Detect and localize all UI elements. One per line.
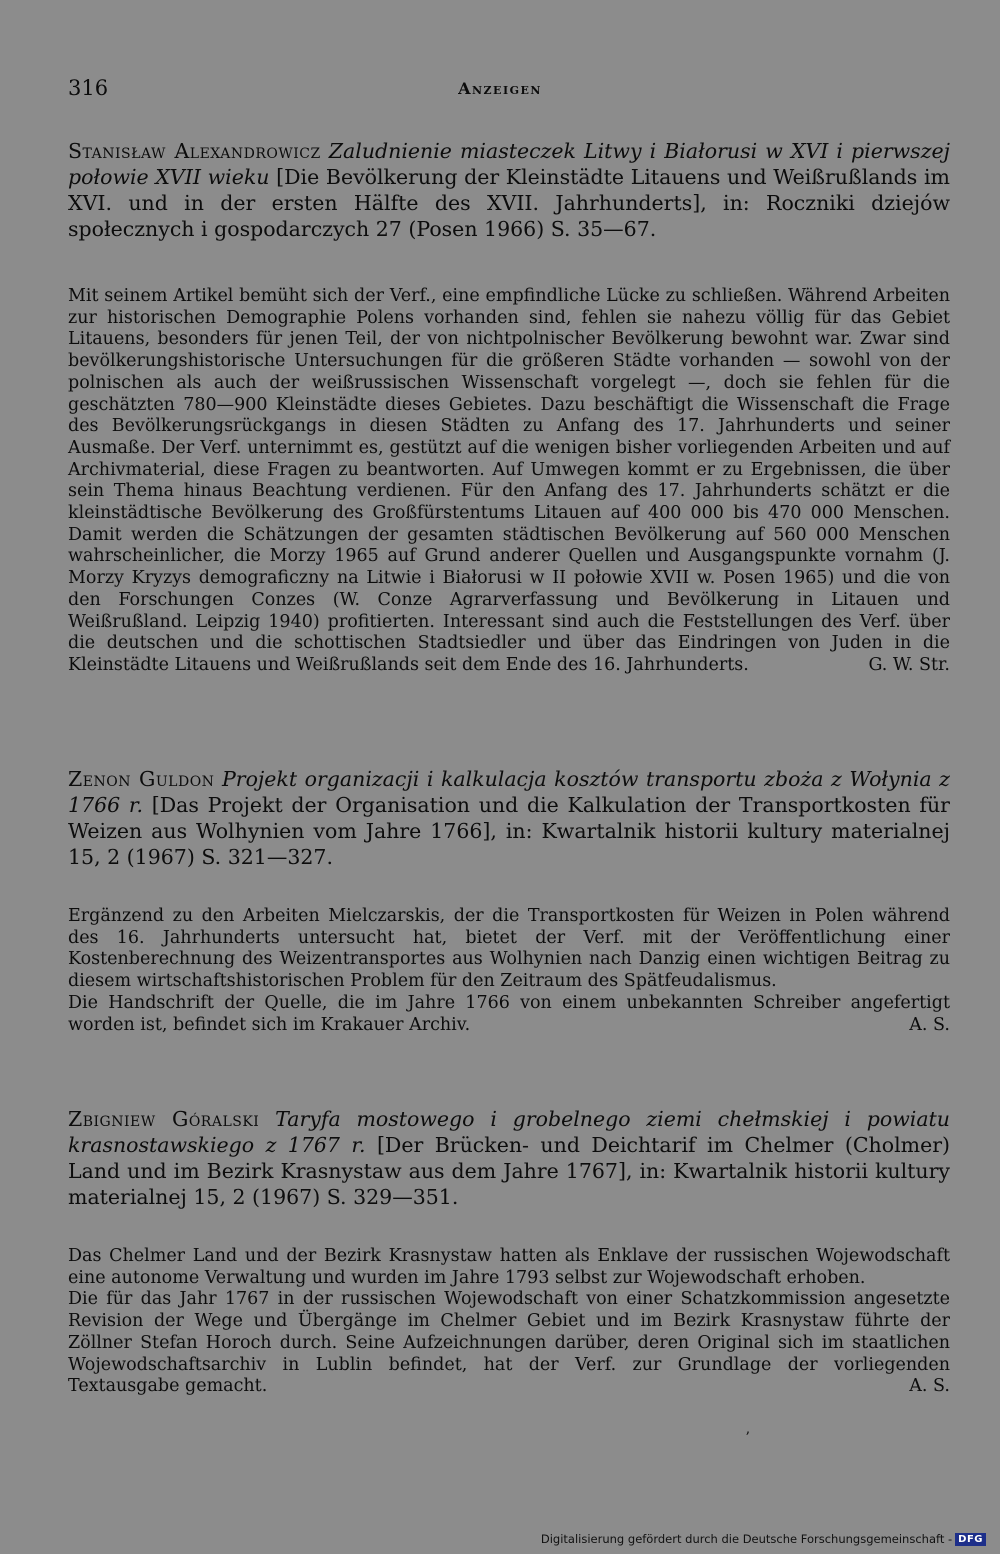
work-title: Taryfa mostowego i grobelnego ziemi chełmskiej i powiatu krasnostawskiego z 1767 r. <box>68 1107 950 1157</box>
review-text <box>68 286 950 677</box>
review-text <box>68 1246 950 1398</box>
citation <box>68 766 950 870</box>
work-title: Projekt organizacji i kalkulacja kosztów transportu zboża z Wołynia z 1766 r. <box>68 767 950 817</box>
author-name: Zenon Guldon <box>68 767 215 791</box>
work-title: Zaludnienie miasteczek Litwy i Białorusi w XVI i pierwszej połowie XVII wieku <box>68 139 950 189</box>
review-entry <box>68 1106 950 1397</box>
review-paragraph: Das Chelmer Land und der Bezirk Krasnystaw hatten als Enklave der russischen Wojewodschaft eine autonome Verwaltung und wurden im Jahre 1793 selbst zur Wojewodschaft erhoben. <box>68 1246 950 1288</box>
reviewer-signature: A. S. <box>909 1014 950 1035</box>
citation-details: [Die Bevölkerung der Kleinstädte Litauens und Weißrußlands im XVI. und in der ersten Hälfte des XVII. Jahrhunderts], in: Roczniki dziejów społecznych i gospodarczych 27 (Posen 1966) S. 35—67. <box>68 165 950 241</box>
digitization-footer <box>541 1532 986 1546</box>
review-paragraph: Mit seinem Artikel bemüht sich der Verf., eine empfindliche Lücke zu schließen. Während Arbeiten zur historischen Demographie Polens vorhanden sind, fehlen sie nahezu völlig für das Gebiet Litauens, besonders für jenen Teil, der von nichtpolnischer Bevölkerung bewohnt war. Zwar sind bevölkerungshistorische Untersuchungen für die größeren Städte vorhanden — sowohl von der polnischen als auch der weißrussischen Wissenschaft vorgelegt —, doch sie fehlen für die geschätzten 780—900 Kleinstädte dieses Gebietes. Dazu beschäftigt die Wissenschaft die Frage des Bevölkerungsrückgangs in diesen Städten zu Anfang des 17. Jahrhunderts und seiner Ausmaße. Der Verf. unternimmt es, gestützt auf die wenigen bisher vorliegenden Arbeiten und auf Archivmaterial, diese Fragen zu beantworten. Auf Umwegen kommt er zu Ergebnissen, die über sein Thema hinaus Beachtung verdienen. Für den Anfang des 17. Jahrhunderts schätzt er die kleinstädtische Bevölkerung des Großfürstentums Litauen auf 400 000 bis 470 000 Menschen. Damit werden die Schätzungen der gesamten städtischen Bevölkerung auf 560 000 Menschen wahrscheinlicher, die Morzy 1965 auf Grund anderer Quellen und Ausgangspunkte vornahm (J. Morzy Kryzys demograficzny na Litwie i Białorusi w II połowie XVII w. Posen 1965) und die von den Forschungen Conzes (W. Conze Agrarverfassung und Bevölkerung in Litauen und Weißrußland. Leipzig 1940) profitierten. Interessant sind auch die Feststellungen des Verf. über die deutschen und die schottischen Stadtsiedler und über das Eindringen von Juden in die Kleinstädte Litauens und Weißrußlands seit dem Ende des 16. Jahrhunderts. G. W. Str. <box>68 286 950 675</box>
review-entry <box>68 766 950 1035</box>
review-paragraph: Ergänzend zu den Arbeiten Mielczarskis, der die Transportkosten für Weizen in Polen während des 16. Jahrhunderts untersucht hat, bietet der Verf. mit der Veröffentlichung einer Kostenberechnung des Weizentransportes aus Wolhynien nach Danzig einen wichtigen Beitrag zu diesem wirtschaftshistorischen Problem für den Zeitraum des Spätfeudalismus. <box>68 906 950 992</box>
citation-details: [Das Projekt der Organisation und die Kalkulation der Transportkosten für Weizen aus Wolhynien vom Jahre 1766], in: Kwartalnik historii kultury materialnej 15, 2 (1967) S. 321—327. <box>68 793 950 869</box>
author-name: Zbigniew Góralski <box>68 1107 260 1131</box>
running-head: Anzeigen <box>458 79 542 98</box>
citation <box>68 138 950 242</box>
review-paragraph: Die Handschrift der Quelle, die im Jahre 1766 von einem unbekannten Schreiber angefertigt worden ist, befindet sich im Krakauer Archiv. A. S. <box>68 992 950 1035</box>
review-text <box>68 906 950 1036</box>
reviewer-signature: G. W. Str. <box>868 654 950 675</box>
footer-text: Digitalisierung gefördert durch die Deutsche Forschungsgemeinschaft - <box>540 1532 953 1546</box>
citation-details: [Der Brücken- und Deichtarif im Chelmer (Cholmer) Land und im Bezirk Krasnystaw aus dem Jahre 1767], in: Kwartalnik historii kultury materialnej 15, 2 (1967) S. 329—351. <box>68 1133 950 1209</box>
review-paragraph: Die für das Jahr 1767 in der russischen Wojewodschaft von einer Schatzkommission angesetzte Revision der Wege und Übergänge im Chelmer Gebiet und im Bezirk Krasnystaw führte der Zöllner Stefan Horoch durch. Seine Aufzeichnungen darüber, deren Original sich im staatlichen Wojewodschaftsarchiv in Lublin befindet, hat der Verf. zur Grundlage der vorliegenden Textausgabe gemacht. A. S. <box>68 1289 950 1397</box>
citation <box>68 1106 950 1210</box>
author-name: Stanisław Alexandrowicz <box>68 139 321 163</box>
review-entry <box>68 138 950 675</box>
reviewer-signature: A. S. <box>909 1376 950 1397</box>
dfg-logo-icon: DFG <box>955 1533 986 1546</box>
page-number: 316 <box>68 76 109 100</box>
stray-mark: ʼ <box>745 1430 750 1446</box>
